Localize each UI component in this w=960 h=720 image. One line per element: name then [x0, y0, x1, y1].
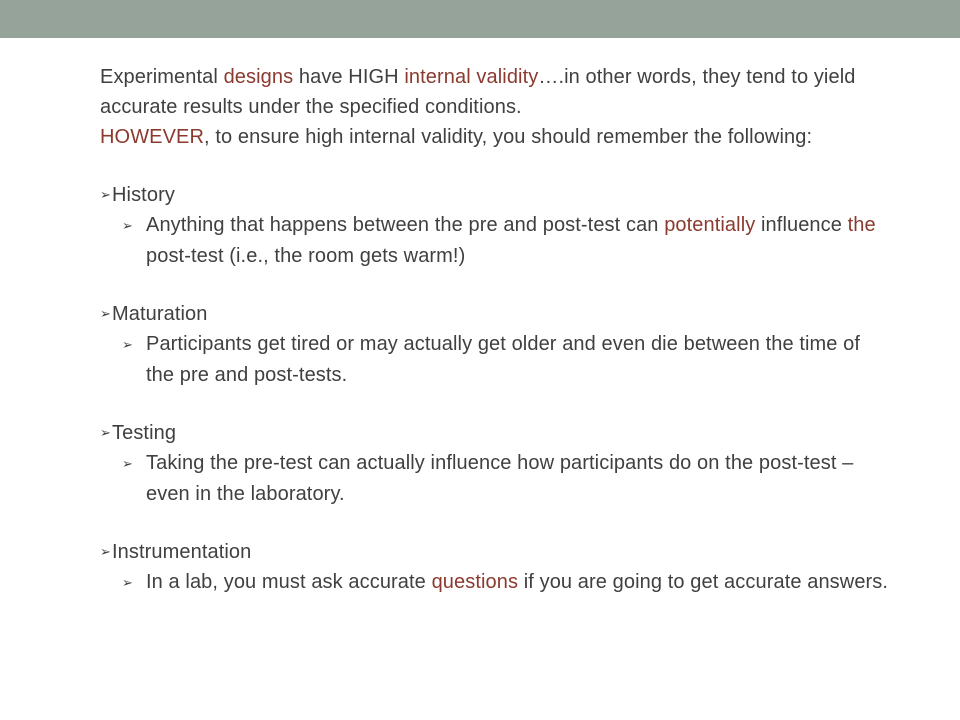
sub-bullet-text: influence [755, 214, 848, 236]
sub-bullet-item [122, 210, 890, 271]
arrow-bullet-icon: ➢ [122, 337, 133, 352]
bullet-item [100, 180, 890, 210]
sub-bullet-accent-text: questions [431, 571, 519, 593]
bullet-title: Maturation [112, 303, 208, 325]
intro-accent-designs: designs [223, 66, 294, 88]
bullet-item [100, 299, 890, 329]
bullet-title: Testing [112, 422, 177, 444]
bullet-title: Instrumentation [112, 541, 252, 563]
sub-bullet-text: if you are going to get accurate answers. [518, 571, 889, 593]
bullet-group-instrumentation [100, 537, 890, 598]
however-text: , to ensure high internal validity, you should remember the following: [204, 126, 813, 148]
sub-bullet-item [122, 448, 890, 509]
intro-text: ….in other words, they tend to yield accurate results under the specified conditions. [100, 66, 856, 118]
arrow-bullet-icon: ➢ [122, 575, 133, 590]
however-accent: HOWEVER [100, 126, 205, 148]
sub-bullet-text: post-test (i.e., the room gets warm!) [146, 245, 466, 267]
spacer [100, 390, 890, 418]
sub-bullet-item [122, 567, 890, 598]
sub-bullet-text: Participants get tired or may actually get older and even die between the time of the pre and post-tests. [146, 333, 861, 386]
sub-bullet-text: Taking the pre-test can actually influence how participants do on the post-test – even in the laboratory. [146, 452, 854, 505]
sub-bullet-item [122, 329, 890, 390]
bullet-group-maturation [100, 299, 890, 390]
however-paragraph [100, 122, 890, 152]
bullet-group-testing [100, 418, 890, 509]
bullet-list [100, 152, 890, 598]
spacer [100, 152, 890, 180]
bullet-item [100, 418, 890, 448]
spacer [100, 271, 890, 299]
bullet-item [100, 537, 890, 567]
intro-text: have HIGH [293, 66, 405, 88]
sub-bullet-accent-text: the [847, 214, 876, 236]
bullet-title: History [112, 184, 175, 206]
arrow-bullet-icon: ➢ [100, 306, 111, 321]
arrow-bullet-icon: ➢ [122, 456, 133, 471]
arrow-bullet-icon: ➢ [100, 187, 111, 202]
intro-accent-internal-validity: internal validity [404, 66, 539, 88]
bullet-group-history [100, 180, 890, 271]
sub-bullet-text: Anything that happens between the pre and post-test can [146, 214, 665, 236]
intro-text: Experimental [100, 66, 224, 88]
title-band [0, 0, 960, 38]
arrow-bullet-icon: ➢ [100, 425, 111, 440]
sub-bullet-text: In a lab, you must ask accurate [146, 571, 432, 593]
spacer [100, 509, 890, 537]
arrow-bullet-icon: ➢ [100, 544, 111, 559]
slide-content [100, 62, 890, 598]
intro-paragraph [100, 62, 890, 122]
sub-bullet-accent-text: potentially [664, 214, 756, 236]
arrow-bullet-icon: ➢ [122, 218, 133, 233]
